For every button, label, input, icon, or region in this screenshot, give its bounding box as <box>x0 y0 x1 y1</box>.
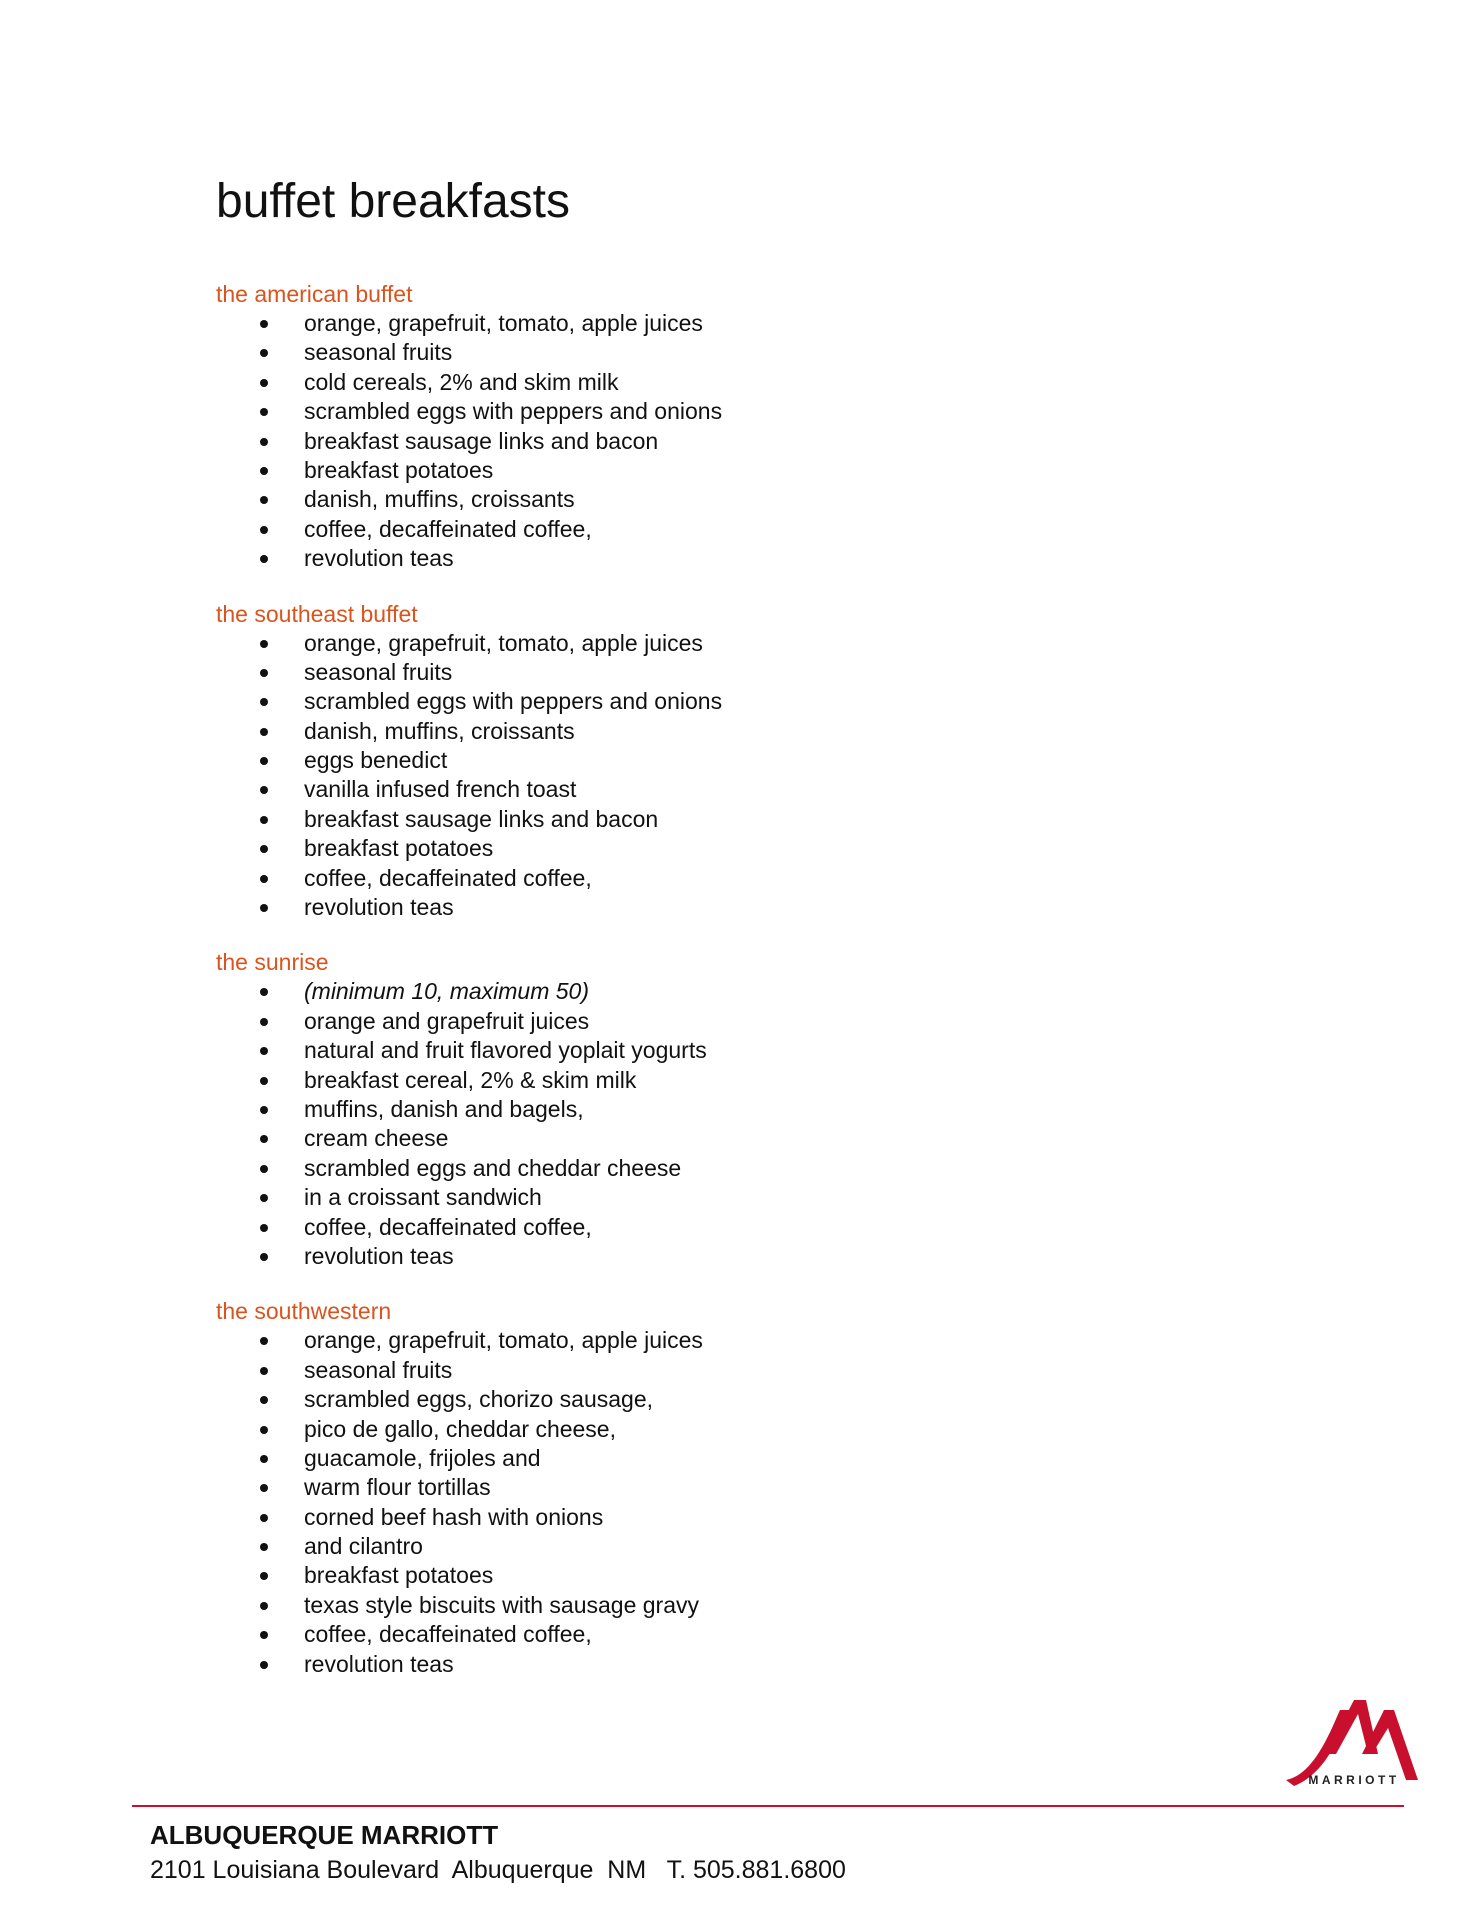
bullet-icon <box>260 845 268 853</box>
item-text: revolution teas <box>304 545 454 572</box>
list-item <box>216 427 1116 456</box>
bullet-icon <box>260 988 268 996</box>
item-text: seasonal fruits <box>304 658 453 685</box>
list-item <box>216 687 1116 716</box>
item-list <box>216 629 1116 923</box>
item-text: pico de gallo, cheddar cheese, <box>304 1415 616 1442</box>
bullet-icon <box>260 1135 268 1143</box>
bullet-icon <box>260 1253 268 1261</box>
page-title: buffet breakfasts <box>216 175 570 228</box>
item-text: revolution teas <box>304 1650 454 1677</box>
bullet-icon <box>260 467 268 475</box>
item-text: coffee, decaffeinated coffee, <box>304 1213 592 1240</box>
item-text: texas style biscuits with sausage gravy <box>304 1591 700 1618</box>
list-item <box>216 805 1116 834</box>
item-text: danish, muffins, croissants <box>304 717 575 744</box>
item-text: seasonal fruits <box>304 339 453 366</box>
bullet-icon <box>260 669 268 677</box>
bullet-icon <box>260 1224 268 1232</box>
item-text: revolution teas <box>304 894 454 921</box>
list-item <box>216 1503 1116 1532</box>
list-item <box>216 1154 1116 1183</box>
list-item <box>216 746 1116 775</box>
item-text: breakfast potatoes <box>304 1562 494 1589</box>
bullet-icon <box>260 526 268 534</box>
item-text: natural and fruit flavored yoplait yogurts <box>304 1037 707 1064</box>
item-list <box>216 1326 1116 1679</box>
bullet-icon <box>260 1631 268 1639</box>
list-item <box>216 1444 1116 1473</box>
item-text: seasonal fruits <box>304 1356 453 1383</box>
menu-sections <box>216 280 1116 1705</box>
list-item <box>216 1385 1116 1414</box>
bullet-icon <box>260 816 268 824</box>
item-text: orange, grapefruit, tomato, apple juices <box>304 310 703 336</box>
item-text: breakfast potatoes <box>304 835 494 862</box>
bullet-icon <box>260 408 268 416</box>
list-item <box>216 1650 1116 1679</box>
bullet-icon <box>260 349 268 357</box>
item-text: in a croissant sandwich <box>304 1184 542 1211</box>
item-text: cream cheese <box>304 1125 449 1152</box>
item-text: scrambled eggs with peppers and onions <box>304 688 723 715</box>
list-item <box>216 658 1116 687</box>
menu-section-2 <box>216 600 1116 923</box>
bullet-icon <box>260 1077 268 1085</box>
item-list <box>216 977 1116 1271</box>
bullet-icon <box>260 1543 268 1551</box>
list-item <box>216 1356 1116 1385</box>
bullet-icon <box>260 1514 268 1522</box>
item-text: orange, grapefruit, tomato, apple juices <box>304 629 703 656</box>
item-text: scrambled eggs, chorizo sausage, <box>304 1386 654 1413</box>
logo-wordmark: MARRIOTT <box>1308 1773 1400 1787</box>
item-text: orange, grapefruit, tomato, apple juices <box>304 1327 703 1354</box>
item-text: and cilantro <box>304 1533 423 1560</box>
item-text: breakfast potatoes <box>304 456 494 483</box>
item-text: breakfast sausage links and bacon <box>304 805 659 832</box>
bullet-icon <box>260 698 268 706</box>
list-item <box>216 1532 1116 1561</box>
list-item <box>216 368 1116 397</box>
item-text: coffee, decaffeinated coffee, <box>304 864 592 891</box>
bullet-icon <box>260 1661 268 1669</box>
section-title: the southwestern <box>216 1298 392 1325</box>
bullet-icon <box>260 496 268 504</box>
bullet-icon <box>260 320 268 328</box>
item-text: (minimum 10, maximum 50) <box>304 978 589 1005</box>
list-item <box>216 1620 1116 1649</box>
bullet-icon <box>260 438 268 446</box>
item-text: scrambled eggs and cheddar cheese <box>304 1154 682 1181</box>
list-item <box>216 456 1116 485</box>
item-text: guacamole, frijoles and <box>304 1444 541 1471</box>
section-title: the american buffet <box>216 281 413 307</box>
bullet-icon <box>260 1047 268 1055</box>
list-item <box>216 1124 1116 1153</box>
bullet-icon <box>260 1484 268 1492</box>
list-item <box>216 893 1116 922</box>
bullet-icon <box>260 379 268 387</box>
bullet-icon <box>260 1194 268 1202</box>
list-item <box>216 1415 1116 1444</box>
list-item <box>216 1066 1116 1095</box>
bullet-icon <box>260 555 268 563</box>
bullet-icon <box>260 1426 268 1434</box>
bullet-icon <box>260 1165 268 1173</box>
bullet-icon <box>260 875 268 883</box>
item-text: corned beef hash with onions <box>304 1503 604 1530</box>
hotel-address: 2101 Louisiana Boulevard Albuquerque NM T. 505.881.6800 <box>150 1856 846 1884</box>
bullet-icon <box>260 1396 268 1404</box>
section-title: the sunrise <box>216 949 329 976</box>
item-text: vanilla infused french toast <box>304 776 577 803</box>
list-item <box>216 1036 1116 1065</box>
list-item <box>216 629 1116 658</box>
item-text: warm flour tortillas <box>304 1474 491 1501</box>
list-item <box>216 1213 1116 1242</box>
item-text: orange and grapefruit juices <box>304 1007 590 1034</box>
list-item <box>216 775 1116 804</box>
list-item <box>216 1473 1116 1502</box>
list-item <box>216 338 1116 367</box>
list-item <box>216 397 1116 426</box>
list-item <box>216 309 1116 338</box>
list-item <box>216 1561 1116 1590</box>
list-item <box>216 864 1116 893</box>
hotel-name: ALBUQUERQUE MARRIOTT <box>150 1820 499 1850</box>
bullet-icon <box>260 1367 268 1375</box>
bullet-icon <box>260 1455 268 1463</box>
item-text: scrambled eggs with peppers and onions <box>304 398 723 425</box>
bullet-icon <box>260 1018 268 1026</box>
item-list <box>216 309 1116 574</box>
list-item <box>216 1095 1116 1124</box>
item-text: danish, muffins, croissants <box>304 486 575 513</box>
list-item <box>216 717 1116 746</box>
list-item <box>216 1183 1116 1212</box>
item-text: coffee, decaffeinated coffee, <box>304 1621 592 1648</box>
item-text: revolution teas <box>304 1242 454 1269</box>
list-item <box>216 1326 1116 1355</box>
bullet-icon <box>260 1106 268 1114</box>
bullet-icon <box>260 904 268 912</box>
bullet-icon <box>260 640 268 648</box>
item-text: cold cereals, 2% and skim milk <box>304 368 619 395</box>
bullet-icon <box>260 786 268 794</box>
menu-section-4 <box>216 1297 1116 1679</box>
bullet-icon <box>260 1337 268 1345</box>
list-item <box>216 1007 1116 1036</box>
bullet-icon <box>260 1572 268 1580</box>
list-item <box>216 977 1116 1006</box>
list-item <box>216 1242 1116 1271</box>
list-item <box>216 544 1116 573</box>
list-item <box>216 1591 1116 1620</box>
item-text: breakfast sausage links and bacon <box>304 427 659 454</box>
section-title: the southeast buffet <box>216 600 418 627</box>
item-text: coffee, decaffeinated coffee, <box>304 515 592 542</box>
bullet-icon <box>260 757 268 765</box>
list-item <box>216 834 1116 863</box>
item-text: muffins, danish and bagels, <box>304 1095 584 1122</box>
list-item <box>216 485 1116 514</box>
bullet-icon <box>260 1602 268 1610</box>
bullet-icon <box>260 728 268 736</box>
menu-section-3 <box>216 948 1116 1271</box>
list-item <box>216 515 1116 544</box>
item-text: breakfast cereal, 2% & skim milk <box>304 1066 637 1093</box>
menu-section-1 <box>216 280 1116 574</box>
item-text: eggs benedict <box>304 747 448 774</box>
footer-divider <box>132 1805 1404 1807</box>
